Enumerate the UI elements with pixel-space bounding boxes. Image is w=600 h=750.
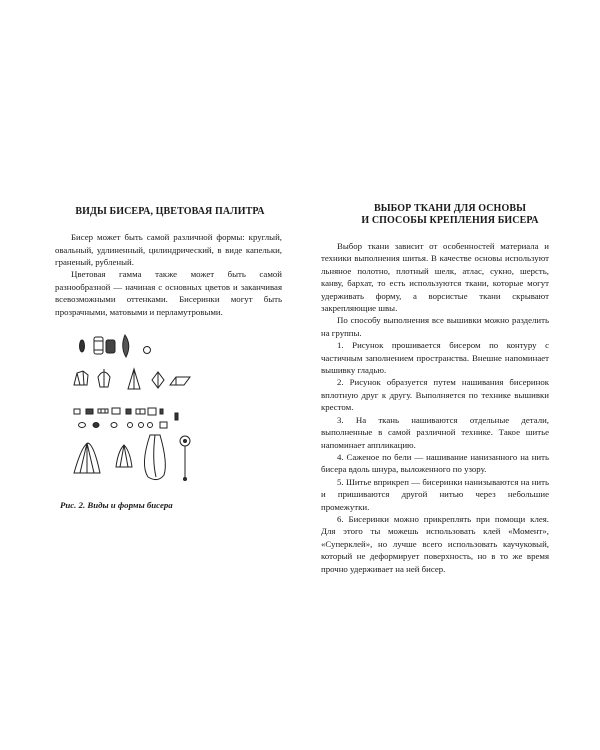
paragraph-groups-intro: По способу выполнения все вышивки можно разделить на группы. — [321, 315, 549, 338]
right-page-body — [321, 240, 549, 575]
paragraph-method-5: 5. Шитье вприкреп — бисеринки нанизываются на нить и пришиваются другой нитью через небольшие промежутки. — [321, 476, 549, 512]
right-page-title — [320, 203, 580, 227]
paragraph-method-4: 4. Саженое по бели — нашивание нанизанного на нить бисера вдоль шнура, выложенного по узору. — [321, 451, 549, 475]
left-paragraph-colors: Цветовая гамма также может быть самой разнообразной — начиная с основных цветов и заканчивая всевозможными оттенками. Бисеринки могут быть прозрачными, матовыми и перламутровыми. — [55, 269, 282, 317]
left-paragraph-shapes: Бисер может быть самой различной формы: круглый, овальный, удлиненный, цилиндрический, в виде капельки, граненый, рубленый. — [55, 232, 282, 267]
paragraph-method-3: 3. На ткань нашиваются отдельные детали, выполненные в самой различной технике. Такое шитье напоминает аппликацию. — [321, 414, 549, 450]
bead-row-2 — [74, 369, 190, 389]
paragraph-fabric-choice: Выбор ткани зависит от особенностей материала и техники выполнения шитья. В качестве основы используют льняное полотно, плотный шелк, атлас, сукно, шерсть, канву, бархат, то есть используются ткани, которые могут удерживать форму, а ворсистые ткани скрывают закрепляющие швы. — [321, 241, 549, 314]
left-page-title: ВИДЫ БИСЕРА, ЦВЕТОВАЯ ПАЛИТРА — [75, 206, 265, 217]
right-page — [300, 0, 600, 750]
bead-row-4 — [74, 435, 190, 481]
bead-row-1 — [80, 335, 151, 357]
right-title-line-2: И СПОСОБЫ КРЕПЛЕНИЯ БИСЕРА — [361, 215, 539, 226]
right-title-line-1: ВЫБОР ТКАНИ ДЛЯ ОСНОВЫ — [373, 203, 527, 214]
paragraph-method-6: 6. Бисеринки можно прикреплять при помощи клея. Для этого ты можешь использовать клей «Момент», «Суперклей», но лучше всего использовать каучуковый, который не деформирует поверхность, но в то же время прочно удерживает на ней бисер. — [321, 513, 549, 574]
bead-row-3 — [74, 408, 178, 428]
paragraph-method-1: 1. Рисунок прошивается бисером по контуру с частичным заполнением пространства. Внешне напоминает вышивку гладью. — [321, 340, 549, 376]
paragraph-method-2: 2. Рисунок образуется путем нашивания бисеринок вплотную друг к другу. Выполняется по технике вышивки крестом. — [321, 377, 549, 413]
bead-shapes-illustration — [60, 325, 280, 485]
figure-caption: Рис. 2. Виды и формы бисера — [60, 500, 173, 510]
